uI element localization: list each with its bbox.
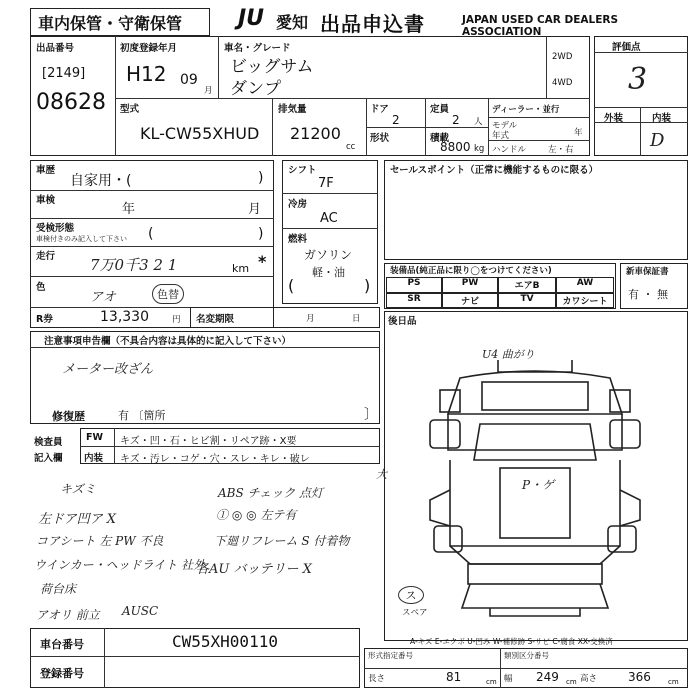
registration-month-unit: 月 bbox=[204, 86, 213, 96]
fw-items: キズ・凹・石・ヒビ割・リペア跡・X要 bbox=[120, 436, 297, 447]
repair-label: 修復歴 bbox=[52, 410, 85, 423]
handle-label: ハンドル bbox=[492, 145, 527, 155]
capacity-label: 定員 bbox=[430, 104, 450, 115]
mileage-label: 走行 bbox=[36, 251, 56, 262]
inspection-label: 車検 bbox=[36, 195, 56, 206]
acceptance-label: 受検形態 bbox=[36, 223, 75, 234]
inspector-note-3: コアシート 左 PW 不良 bbox=[36, 534, 164, 548]
displacement-unit: cc bbox=[346, 142, 356, 152]
color-label: 色 bbox=[36, 282, 46, 293]
inspector-note-2: 左ドア凹ア X bbox=[38, 512, 116, 527]
shift-label: シフト bbox=[288, 165, 317, 176]
chassis-label: 車台番号 bbox=[40, 638, 84, 651]
history-close: ) bbox=[258, 170, 264, 186]
inspector-note-11: AUSC bbox=[122, 604, 159, 618]
load-label: 積載 bbox=[430, 133, 450, 144]
inspector-note-5: 荷台床 bbox=[40, 582, 77, 596]
warranty-label: 新車保証書 bbox=[626, 267, 669, 277]
history-note-label: 後日品 bbox=[388, 316, 417, 327]
equipment-pw: PW bbox=[442, 277, 498, 293]
inspector-note-8: ① ◎ ◎ 左テ有 bbox=[216, 508, 297, 522]
displacement-value: 21200 bbox=[290, 124, 341, 143]
spare-mark: ス bbox=[398, 586, 424, 604]
interior-grade: D bbox=[650, 130, 665, 151]
notes-label: 注意事項申告欄（不具合内容は具体的に記入して下さい） bbox=[44, 336, 292, 347]
interior-label: 内装 bbox=[652, 113, 672, 124]
association-name: JAPAN USED CAR DEALERS ASSOCIATION bbox=[462, 14, 619, 38]
history-frame bbox=[30, 160, 274, 328]
model-year-label: モデル bbox=[492, 121, 518, 131]
doors-value: 2 bbox=[392, 113, 400, 127]
length-value: 81 bbox=[446, 670, 462, 684]
doors-label: ドア bbox=[370, 104, 389, 115]
registration-era: H12 bbox=[126, 62, 167, 86]
drive-4wd: 4WD bbox=[552, 78, 573, 88]
drive-2wd: 2WD bbox=[552, 52, 573, 62]
inspector-note-10: 各AU バッテリー X bbox=[196, 562, 312, 577]
width-value: 249 bbox=[536, 670, 559, 684]
width-unit: cm bbox=[566, 678, 577, 686]
fuel-sub: 軽・油 bbox=[312, 266, 345, 279]
mileage-value: 7万0千3 2 1 bbox=[90, 256, 178, 274]
shift-value: 7F bbox=[318, 176, 334, 191]
inspection-month: 月 bbox=[248, 202, 262, 217]
spare-label: スペア bbox=[402, 608, 428, 618]
lot-label: 出品番号 bbox=[36, 43, 75, 54]
car-name-line2: ダンプ bbox=[230, 79, 282, 99]
ac-value: AC bbox=[320, 211, 338, 226]
lot-number: 08628 bbox=[36, 90, 106, 115]
acceptance-close: ) bbox=[258, 226, 264, 242]
length-label: 長さ bbox=[368, 674, 386, 684]
load-value: 8800 bbox=[440, 140, 471, 154]
history-label: 車歴 bbox=[36, 165, 56, 176]
repair-close: 〕 bbox=[364, 407, 378, 423]
car-name-label: 車名・グレード bbox=[224, 43, 291, 54]
equipment-label: 装備品(純正品に限り◯をつけてください) bbox=[390, 266, 552, 276]
year-label: 年式 bbox=[492, 131, 510, 141]
tax-label: 名変期限 bbox=[196, 314, 235, 325]
equipment-aw: AW bbox=[556, 277, 614, 293]
sales-point-label: セールスポイント（正常に機能するものに限る） bbox=[390, 165, 599, 176]
inspector-note-1: キズミ bbox=[60, 482, 96, 496]
height-unit: cm bbox=[668, 678, 679, 686]
capacity-unit: 人 bbox=[474, 117, 483, 127]
mileage-star: * bbox=[258, 252, 267, 271]
model-value: KL-CW55XHUD bbox=[140, 124, 260, 143]
notes-text: メーター改ざん bbox=[62, 362, 154, 377]
acceptance-open: ( bbox=[148, 226, 154, 242]
diagram-top-note: U4 曲がり bbox=[482, 348, 535, 361]
interior-items: キズ・汚レ・コゲ・穴・スレ・キレ・破レ bbox=[120, 454, 310, 465]
capacity-value: 2 bbox=[452, 113, 460, 127]
dimensions-label2: 類別区分番号 bbox=[504, 651, 549, 660]
interior-items-label: 内装 bbox=[84, 453, 104, 464]
brand-name: 愛知 bbox=[276, 13, 309, 32]
length-unit: cm bbox=[486, 678, 497, 686]
evaluation-score: 3 bbox=[628, 62, 648, 97]
load-unit: kg bbox=[474, 144, 485, 154]
handle-value: 左・右 bbox=[548, 145, 574, 155]
exterior-label: 外装 bbox=[604, 113, 624, 124]
inspector-note-9: 下廻リフレーム S 付着物 bbox=[214, 534, 350, 548]
shape-label: 形状 bbox=[370, 133, 390, 144]
plate-label: 登録番号 bbox=[40, 667, 84, 680]
recycle-value: 13,330 bbox=[100, 309, 149, 325]
evaluation-label: 評価点 bbox=[612, 42, 641, 53]
warranty-value: 有 ・ 無 bbox=[628, 288, 668, 301]
inspector-note-7: ABS チェック 点灯 bbox=[218, 486, 323, 500]
equipment-tv: TV bbox=[498, 293, 556, 308]
height-label: 高さ bbox=[580, 674, 598, 684]
ju-logo: JU bbox=[238, 6, 265, 31]
car-name-line1: ビッグサム bbox=[230, 57, 314, 77]
equipment-airbag: エアB bbox=[498, 277, 556, 293]
diagram-cabin-note: P・ゲ bbox=[522, 478, 555, 492]
fuel-label: 燃料 bbox=[288, 234, 308, 245]
fw-label: FW bbox=[86, 432, 103, 443]
equipment-leather-seat: カワシート bbox=[556, 293, 614, 308]
height-value: 366 bbox=[628, 670, 651, 684]
equipment-navi: ナビ bbox=[442, 293, 498, 308]
acceptance-sub: 車検付きのみ記入して下さい bbox=[36, 235, 127, 243]
inspector-label1: 検査員 bbox=[34, 437, 63, 448]
form-title: 出品申込書 bbox=[320, 12, 425, 36]
repair-value: 有 〔箇所 bbox=[118, 409, 166, 422]
chassis-value: CW55XH00110 bbox=[172, 632, 278, 651]
storage-title: 車内保管・守衛保管 bbox=[38, 14, 183, 33]
mileage-unit: km bbox=[232, 262, 250, 275]
inspector-label2: 記入欄 bbox=[34, 453, 63, 464]
color-value: アオ bbox=[90, 290, 116, 305]
dealer-label: ディーラー・並行 bbox=[492, 105, 560, 115]
year-unit: 年 bbox=[574, 128, 583, 138]
width-label: 幅 bbox=[504, 674, 513, 684]
displacement-label: 排気量 bbox=[278, 104, 307, 115]
model-label: 型式 bbox=[120, 104, 140, 115]
inspector-note-4: ウインカー・ヘッドライト 社外 bbox=[34, 558, 206, 572]
damage-legend: A-キズ E-エクボ U-凹み W-補修跡 S-サビ C-腐食 XX-交換済 bbox=[410, 637, 613, 646]
inspector-big-mark: 大 bbox=[376, 468, 387, 481]
inspection-year: 年 bbox=[122, 202, 136, 217]
recycle-unit: 円 bbox=[172, 315, 181, 325]
tax-day: 日 bbox=[352, 314, 361, 324]
ac-label: 冷房 bbox=[288, 199, 308, 210]
recycle-label: R券 bbox=[36, 314, 53, 325]
inspector-note-6: アオリ 前立 bbox=[36, 608, 100, 622]
history-value: 自家用・( bbox=[70, 173, 132, 189]
registration-label: 初度登録年月 bbox=[120, 43, 178, 54]
color-change: 色替 bbox=[152, 284, 184, 304]
registration-month: 09 bbox=[180, 72, 198, 88]
dimensions-label1: 形式指定番号 bbox=[368, 651, 413, 660]
fuel-value: ガソリン bbox=[304, 248, 353, 262]
equipment-ps: PS bbox=[386, 277, 442, 293]
tax-month: 月 bbox=[306, 314, 315, 324]
lot-bracket: [2149] bbox=[42, 66, 86, 81]
equipment-sr: SR bbox=[386, 293, 442, 308]
